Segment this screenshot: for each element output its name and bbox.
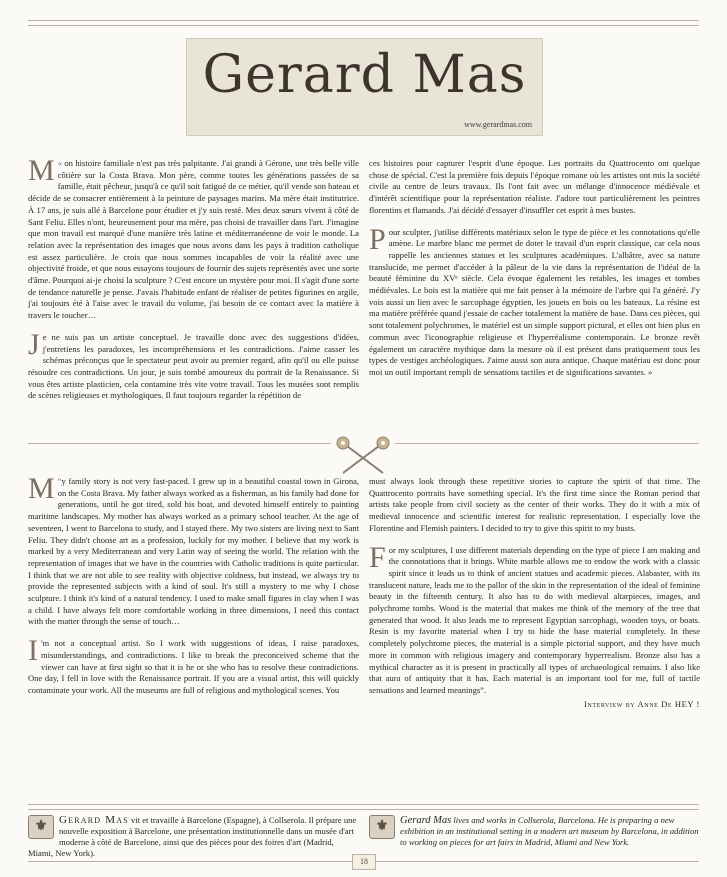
french-column-right — [369, 158, 700, 379]
english-column-left — [28, 472, 359, 697]
drop-cap: F — [369, 540, 386, 574]
paragraph: on histoire familiale n'est pas très palpitante. J'ai grandi à Gérone, une très belle ville côtière sur la Costa Brava. Mon père, comme toutes les générations passées de sa famille, était pêcheur, jusqu'à ce qu'il soit fatigué de ce métier, qu'il vende son bateau et décide de se consacrer entièrement à la peinture de paysages marins. Ma mère était institutrice. À 17 ans, je suis allé à Barcelone pour étudier et j'y suis resté. Mes deux sœurs vivent à côté de Sant Feliu. Elles n'ont, heureusement pour ma mère, pas choisi de travailler dans l'art. J'imagine que mon travail est marqué d'une manière très latine et méditerranéenne de voir le monde. La relation avec la représentation des images que nous avons dans les pays à tradition catholique est assez particulière. Je crois que nous sommes incapables de voir la réalité avec une objectivité froide, et que nous essayons toujours de fournir des sujets représentés avec une sorte d'âme. Pourquoi ai-je choisi la sculpture ? C'est encore un mystère pour moi. Il s'agit d'une sorte de tendance naturelle je pense. J'avais l'habitude enfant de réaliser de petites figurines en argile, j'ai toujours été à l'aise avec le travail du volume, j'ai besoin de ce contact avec la matière à travers le toucher… — [28, 158, 359, 321]
paragraph: e ne suis pas un artiste conceptuel. Je travaille donc avec des suggestions d'idées, j'entretiens les paradoxes, les incompréhensions et les contradictions. J'aime casser les schémas préconçus que le spectateur peut avoir au premier regard, afin qu'il ou elle puisse résoudre ces contradictions. Un jour, je suis tombé amoureux du portrait de la Renaissance. Si vous êtes artiste plasticien, cela contamine très vite votre travail. Tous les musées sont remplis de scènes religieuses et mythologiques. Il faut toujours regarder la répétition de — [28, 331, 359, 401]
bio-text: vit et travaille à Barcelone (Espagne), à Collserola. Il prépare une nouvelle exposition à Barcelone, une présentation institutionnelle dans un musée d'art moderne à côté de Barcelone, ainsi que des pièces pour des foires d'art (Madrid, Miami, New York). — [28, 815, 357, 858]
opening-quote: “ — [57, 476, 62, 486]
interview-credit: Interview by Anne De HEY ! — [583, 698, 700, 709]
bio-text: lives and works in Collserola, Barcelona. He is preparing a new exhibition in an institutional setting in a modern art museum by Barcelona, in addition to working on pieces for art fairs in Madrid, Miami and New York. — [400, 815, 699, 847]
crossed-keys-ornament-icon — [331, 433, 395, 479]
drop-cap: P — [369, 222, 386, 256]
artist-name: Gerard Mas — [59, 814, 129, 826]
french-column-left — [28, 154, 359, 402]
title-banner — [186, 38, 543, 136]
opening-quote: « — [57, 158, 65, 168]
website-url[interactable]: www.gerardmas.com — [464, 120, 532, 129]
page-number: 18 — [352, 854, 376, 870]
bio-english — [369, 815, 700, 875]
paragraph: must always look through these repetitive stories to capture the spirit of that time. The Quattrocento portraits have something special. It's the first time since the Roman period that artists take people from civil society as the center of their works. They do it with a mix of medieval innocence and scientific interest for realistic representation. I especially love the Florentine and Flemish painters. I decided to try to give this spirit to my busts. — [369, 476, 700, 533]
drop-cap: I — [28, 634, 38, 668]
english-column-right — [369, 476, 700, 710]
artist-name: Gerard Mas — [400, 815, 452, 826]
page-title: Gerard Mas — [202, 45, 527, 105]
top-rule — [28, 20, 699, 26]
paragraph: ces histoires pour capturer l'esprit d'une époque. Les portraits du Quattrocento ont quelque chose de spécial. C'est la première fois depuis l'époque romane où les artistes ont mis la société civile au centre de leurs travaux. Ils l'ont fait avec un mélange d'innocence médiévale et d'intérêt scientifique pour la représentation réaliste. J'adore tout particulièrement les peintres florentins et flamands. J'ai décidé d'essayer d'insuffler cet esprit à mes bustes. — [369, 158, 700, 215]
paragraph: our sculpter, j'utilise différents matériaux selon le type de pièce et les connotations qu'elle amène. Le marbre blanc me permet de doter le travail d'un esprit classique, car cela nous rappelle les anciennes statues et les sculptures académiques. L'albâtre, avec sa nature translucide, me permet d'accéder à la pâleur de la vie dans la représentation de l'idéal de la beauté féminine du XVᵉ siècle. Cela évoque également les retables, les images et tombes médiévales. Le bois est la matière qui me fait penser à la mémoire de l'arbre qui l'a généré. J'y vois aussi un lien avec le sarcophage égyptien, les jouets en bois ou les bateaux. La résine est ma matière préférée quand j'essaie de cacher totalement la matière de base. Dans ces pièces, qui sont totalement polychromes, le matériel est un simple support pictural, et elles ont bien plus en commun avec l'iconographie religieuse et l'hyperréalisme contemporain. Le bronze revêt également un caractère mythique dans la mesure où il est présent dans pratiquement tous les types de vestiges archéologiques. J'aime aussi son aura antique. Chaque matériau est donc pour moi un outil important rempli de sensations tactiles et de significations savantes. » — [369, 226, 700, 377]
drop-cap: M — [28, 154, 55, 187]
artist-portrait-icon: ⚜ — [28, 815, 54, 839]
drop-cap: M — [28, 472, 55, 505]
artist-portrait-icon: ⚜ — [369, 815, 395, 839]
footer-rule — [28, 804, 699, 810]
paragraph: 'm not a conceptual artist. So I work with suggestions of ideas, I raise paradoxes, misunderstandings, and contradictions. I like to break the preconceived scheme that the viewer can have at first sight so that it is he or she who has to resolve these contradictions. One day, I fell in love with the Renaissance portrait. If you are a visual artist, this will quickly contaminate your work. All the museums are full of religious and mythological scenes. You — [28, 638, 359, 695]
paragraph: or my sculptures, I use different materials depending on the type of piece I am making and the connotations that it brings. White marble allows me to endow the work with a classic spirit since it leads us to think of ancient statues and academic pieces. Alabaster, with its translucent nature, leads me to the pallor of the skin in the representation of the ideal of feminine beauty in the fifteenth century. It also has to do with medieval altarpieces, images, and polychrome tombs. Wood is the material that makes me think of the memory of the tree that generated that wood. It also leads me to represent Egyptian sarcophagi, wooden toys, or boats. Resin is my favorite material when I try to hide the base material completely. In these completely polychrome pieces, the material is a simple pictorial support, and they have much more in common with religious imagery and contemporary hyperrealism. Bronze also has a mythical character as it is present in practically all types of archaeological remains. I also like that aura of antiquity that it has. Each material is an important tool for me, full of tactile sensations and learned meanings”. — [369, 544, 700, 695]
bio-french — [28, 815, 359, 875]
drop-cap: J — [28, 327, 40, 361]
paragraph: y family story is not very fast-paced. I grew up in a beautiful coastal town in Girona, on the Costa Brava. My father always worked as a fisherman, as his family had done for generations, until he got tired, sold his boat, and devoted himself entirely to painting maritime landscapes. My mother has always worked as a primary school teacher. At the age of seventeen, I went to Barcelona to study, and I stayed there. My two sisters are living next to Sant Feliu. They didn't choose art as a profession, luckily for my mother. I believe that my work is marked by a very Mediterranean and very Latin way of seeing the world. The relation with the representation of images that we have in the countries with Catholic traditions is quite particular. I think that we are not able to see reality with objective coldness, but instead, we always try to provide the represented subjects with a kind of soul. It's still a mystery to me why I chose sculpture. I think it's kind of a natural tendency. I used to make small figures in clay when I was a child. I have always felt more comfortable working in three dimensions, I need this contact with the matter through the sense of touch… — [28, 476, 359, 627]
